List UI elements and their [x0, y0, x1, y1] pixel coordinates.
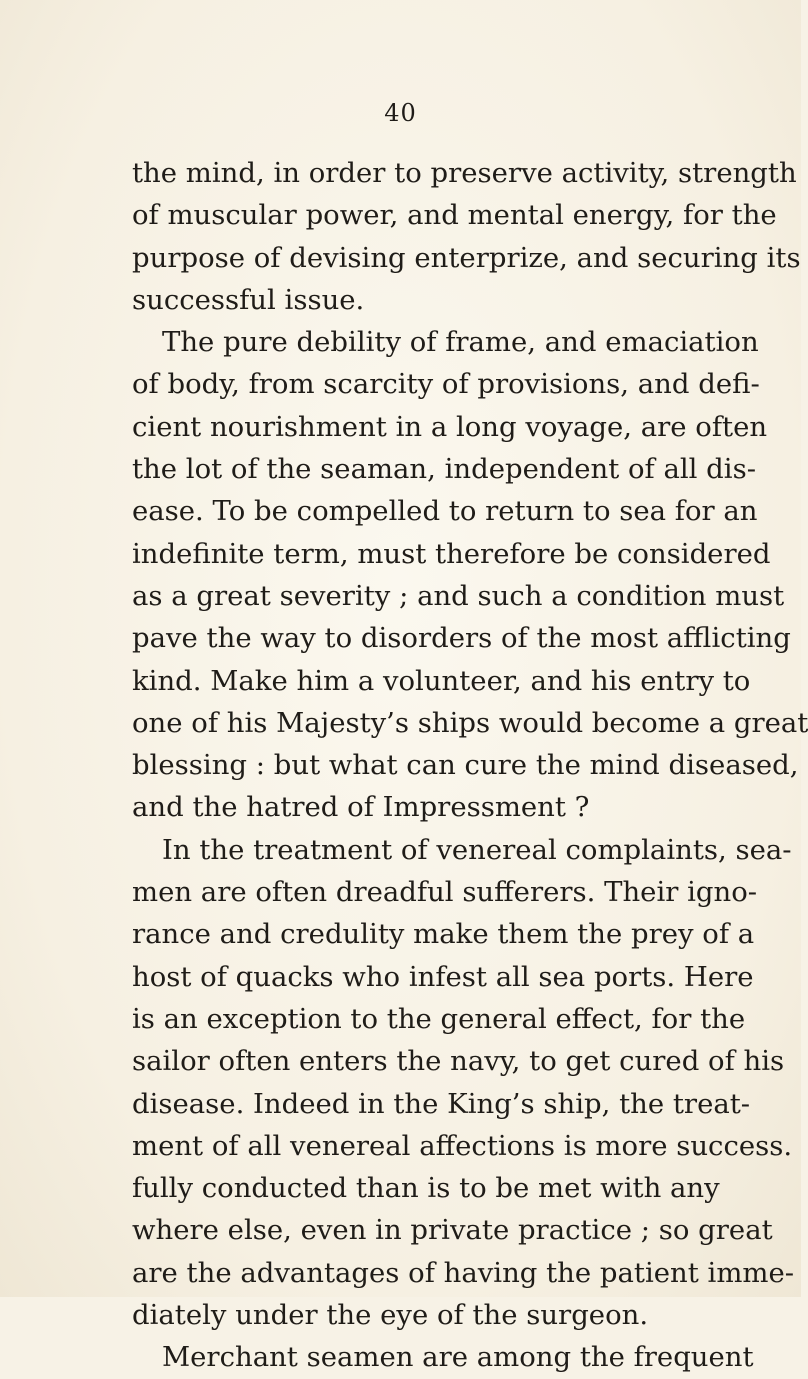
text-line: purpose of devising enterprize, and securing its [132, 241, 801, 274]
text-line: In the treatment of venereal complaints, sea- [162, 833, 792, 866]
text-line: as a great severity ; and such a condition must [132, 579, 785, 612]
text-line: and the hatred of Impressment ? [132, 791, 590, 824]
text-line: the mind, in order to preserve activity, strength [132, 157, 797, 189]
text-line: blessing : but what can cure the mind diseased, [132, 749, 799, 782]
text-line: ease. To be compelled to return to sea for an [132, 495, 758, 528]
text-line: the lot of the seaman, independent of all dis- [132, 453, 756, 486]
text-line: successful issue. [132, 283, 365, 316]
text-line: rance and credulity make them the prey of a [132, 918, 755, 951]
text-line: diately under the eye of the surgeon. [132, 1299, 649, 1332]
text-line: pave the way to disorders of the most afflicting [132, 622, 791, 655]
text-line: of body, from scarcity of provisions, and defi- [132, 368, 760, 401]
text-line: ment of all venereal affections is more success. [132, 1129, 793, 1162]
body-text [132, 152, 808, 1379]
text-line: fully conducted than is to be met with any [132, 1172, 720, 1205]
text-line: kind. Make him a volunteer, and his entry to [132, 664, 751, 697]
text-line: disease. Indeed in the King’s ship, the treat- [132, 1087, 751, 1120]
text-line: is an exception to the general effect, for the [132, 1002, 746, 1035]
text-line: men are often dreadful sufferers. Their igno- [132, 876, 758, 909]
text-line: cient nourishment in a long voyage, are often [132, 410, 768, 443]
text-line: The pure debility of frame, and emaciation [162, 326, 759, 359]
text-line: where else, even in private practice ; so great [132, 1214, 773, 1247]
text-line: are the advantages of having the patient imme- [132, 1256, 795, 1289]
text-line: of muscular power, and mental energy, for the [132, 199, 777, 232]
page-number: 40 [384, 99, 417, 127]
text-line: sailor often enters the navy, to get cured of his [132, 1045, 785, 1078]
text-line: Merchant seamen are among the frequent [162, 1341, 754, 1374]
text-line: host of quacks who infest all sea ports. Here [132, 960, 754, 993]
text-line: one of his Majesty’s ships would become a great [132, 706, 808, 739]
text-line: indefinite term, must therefore be considered [132, 537, 771, 570]
